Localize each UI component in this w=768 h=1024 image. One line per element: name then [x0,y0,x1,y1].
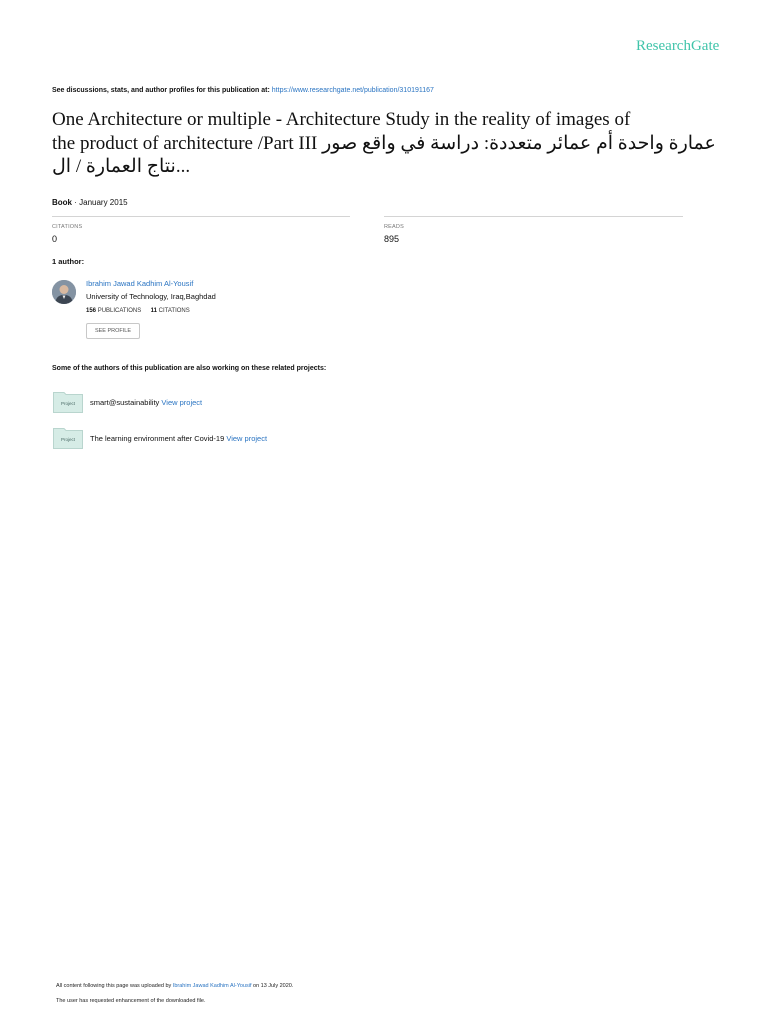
upload-suffix: on 13 July 2020. [253,983,294,989]
author-publications-count: 156 [86,308,97,314]
project-folder-icon[interactable] [53,427,83,449]
researchgate-logo[interactable]: ResearchGate [636,38,720,54]
title-line-2: the product of architecture /Part III عمارة واحدة أم عمائر متعددة: دراسة في واقع صور [52,132,716,154]
publication-type: Book [52,198,72,207]
enhancement-note: The user has requested enhancement of the downloaded file. [56,998,206,1004]
publication-url-link[interactable]: https://www.researchgate.net/publication/310191167 [271,87,434,94]
project-item [90,434,267,443]
uploader-link[interactable]: Ibrahim Jawad Kadhim Al-Yousif [172,983,252,989]
author-citations-count: 11 [150,308,157,314]
view-project-link[interactable]: View project [226,434,268,443]
upload-prefix: All content following this page was uploaded by [56,983,172,989]
related-projects-heading: Some of the authors of this publication are also working on these related projects: [52,365,327,372]
upload-note [56,983,293,989]
reads-value: 895 [384,234,400,244]
author-photo-icon [52,280,76,304]
intro-label: See discussions, stats, and author profiles for this publication at: [52,87,270,94]
author-stats [86,308,190,314]
project-item [90,398,202,407]
publication-meta [52,198,128,207]
project-icon-label: Project [60,401,75,406]
project-name: smart@sustainability [90,398,160,407]
author-name-link[interactable]: Ibrahim Jawad Kadhim Al-Yousif [86,279,194,288]
project-icon-label: Project [60,437,75,442]
reads-label: READS [384,224,404,230]
see-profile-button[interactable]: SEE PROFILE [86,323,140,339]
view-project-link[interactable]: View project [161,398,203,407]
author-affiliation: University of Technology, Iraq,Baghdad [86,292,216,301]
citations-divider [52,216,350,217]
title-line-1: One Architecture or multiple - Architecture Study in the reality of images of [52,109,631,130]
project-name: The learning environment after Covid-19 [90,434,225,443]
author-citations-label: CITATIONS [158,308,190,314]
intro-line [52,87,434,94]
reads-divider [384,216,683,217]
authors-heading: 1 author: [52,257,85,266]
meta-separator: · [74,198,80,207]
publication-title [52,108,722,179]
citations-value: 0 [52,234,58,244]
citations-label: CITATIONS [52,224,83,230]
author-avatar[interactable] [52,280,76,304]
title-line-3: نتاج العمارة / ال... [52,156,191,177]
publication-date: January 2015 [79,198,128,207]
project-folder-icon[interactable] [53,391,83,413]
author-publications-label: PUBLICATIONS [97,308,142,314]
